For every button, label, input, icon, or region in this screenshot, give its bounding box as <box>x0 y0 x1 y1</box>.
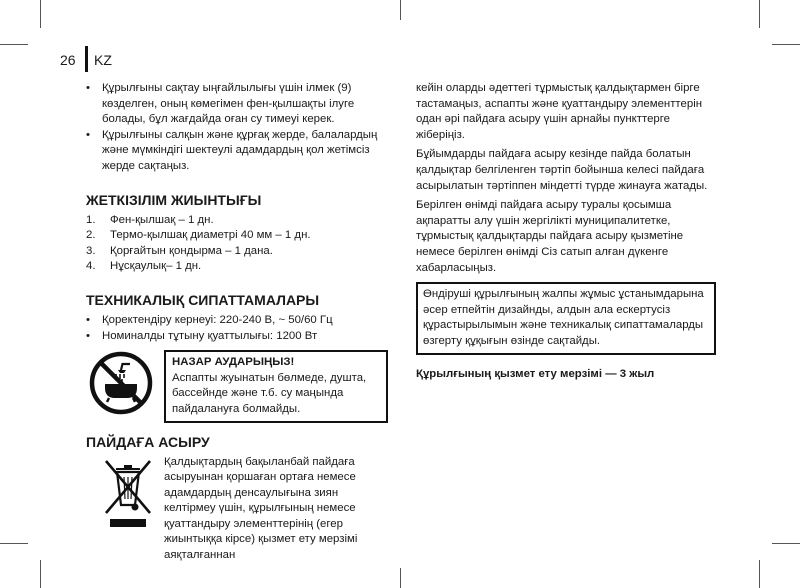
crossed-bin-icon <box>100 455 156 533</box>
crop-mark <box>772 44 800 45</box>
bullet-icon: • <box>86 329 90 342</box>
disposal-paragraph: Берілген өнімді пайдаға асыру туралы қосымша ақпаратты алу үшін жергілікті муниципалитетке, тұрмыстық қалдықтарды пайдаға асыру қызметіне немесе берілген өнімді Сіз сатып алған дүкенге хабарласыңыз. <box>416 199 684 274</box>
bullet-icon: • <box>86 82 90 94</box>
warning-text: Аспапты жуынатын бөлмеде, душта, бассейнде және т.б. су маңында пайдалануға болмайды. <box>172 371 367 415</box>
warning-title: НАЗАР АУДАРЫҢЫЗ! <box>172 356 295 369</box>
crop-mark <box>40 560 41 588</box>
specs-heading: ТЕХНИКАЛЫҚ СИПАТТАМАЛАРЫ <box>86 291 320 308</box>
list-item: • Құрылғыны салқын және құрғақ жерде, балалардың және мүмкіндігі шектеулі адамдардың қол жетімсіз жерде сақтаңыз. <box>86 128 392 175</box>
list-item: 4. Нұсқаулық– 1 дн. <box>86 260 202 273</box>
left-column <box>86 81 392 564</box>
crop-mark <box>759 560 760 588</box>
disposal-heading: ПАЙДАҒА АСЫРУ <box>86 433 210 450</box>
bullet-icon: • <box>86 313 90 326</box>
list-item: • Қоректендіру кернеуі: 220-240 В, ~ 50/60 Гц <box>86 313 392 329</box>
right-column <box>416 81 716 382</box>
crop-mark <box>772 543 800 544</box>
warning-block <box>86 350 392 422</box>
service-life: Құрылғының қызмет ету мерзімі — 3 жыл <box>416 367 655 380</box>
list-item: • Құрылғыны сақтау ыңғайлылығы үшін ілмек (9) көзделген, оның көмегімен фен-қылшақты ілуге болады, бұл жағдайда оған су тимеуі керек. <box>86 81 392 128</box>
crop-mark <box>40 0 41 28</box>
disposal-text: Қалдықтардың бақыланбай пайдаға асыруынан қоршаған ортаға немесе адамдардың денсаулығына зиян келтірмеу үшін, құрылғының немесе қуаттандыру элементтерінің (егер жиынтыққа кірсе) қызмет ету мерзімі аяқталғаннан <box>164 455 358 562</box>
warning-box <box>164 350 388 422</box>
list-item: 2. Термо-қылшақ диаметрі 40 мм – 1 дн. <box>86 229 311 242</box>
crop-mark <box>400 0 401 20</box>
no-water-bath-icon <box>88 350 154 416</box>
disposal-paragraph: Бұйымдарды пайдаға асыру кезінде пайда болатын қалдықтар белгіленген тәртіп бойынша келесі пайдаға асырылатын тәртіппен міндетті түрде жинауға жатады. <box>416 148 708 192</box>
list-item: • Номиналды тұтыну қуаттылығы: 1200 Вт <box>86 329 392 345</box>
page-number: 26 <box>60 52 76 68</box>
crop-mark <box>400 568 401 588</box>
language-code: KZ <box>94 52 112 68</box>
disposal-block <box>86 455 392 564</box>
bullet-icon: • <box>86 128 90 141</box>
crop-mark <box>0 543 28 544</box>
list-item: 1. Фен-қылшақ – 1 дн. <box>86 213 214 226</box>
manufacturer-notice-box: Өндіруші құрылғының жалпы жұмыс ұстанымдарына әсер етпейтін дизайнды, алдын ала ескертусіз құрастырылымын және техникалық сипаттамаларды өзгерту құқығын өзінде сақтайды. <box>416 282 716 354</box>
disposal-paragraph: кейін оларды әдеттегі тұрмыстық қалдықтармен бірге тастамаңыз, аспапты және қуаттандыру элементтерін одан әрі пайдаға асыру үшін арнайы пункттерге жіберіңіз. <box>416 82 703 141</box>
crop-mark <box>759 0 760 28</box>
package-heading: ЖЕТКІЗІЛІМ ЖИЫНТЫҒЫ <box>86 191 262 208</box>
crop-mark <box>0 44 28 45</box>
list-item: 3. Қорғайтын қондырма – 1 дана. <box>86 244 273 257</box>
header-divider <box>85 46 88 72</box>
